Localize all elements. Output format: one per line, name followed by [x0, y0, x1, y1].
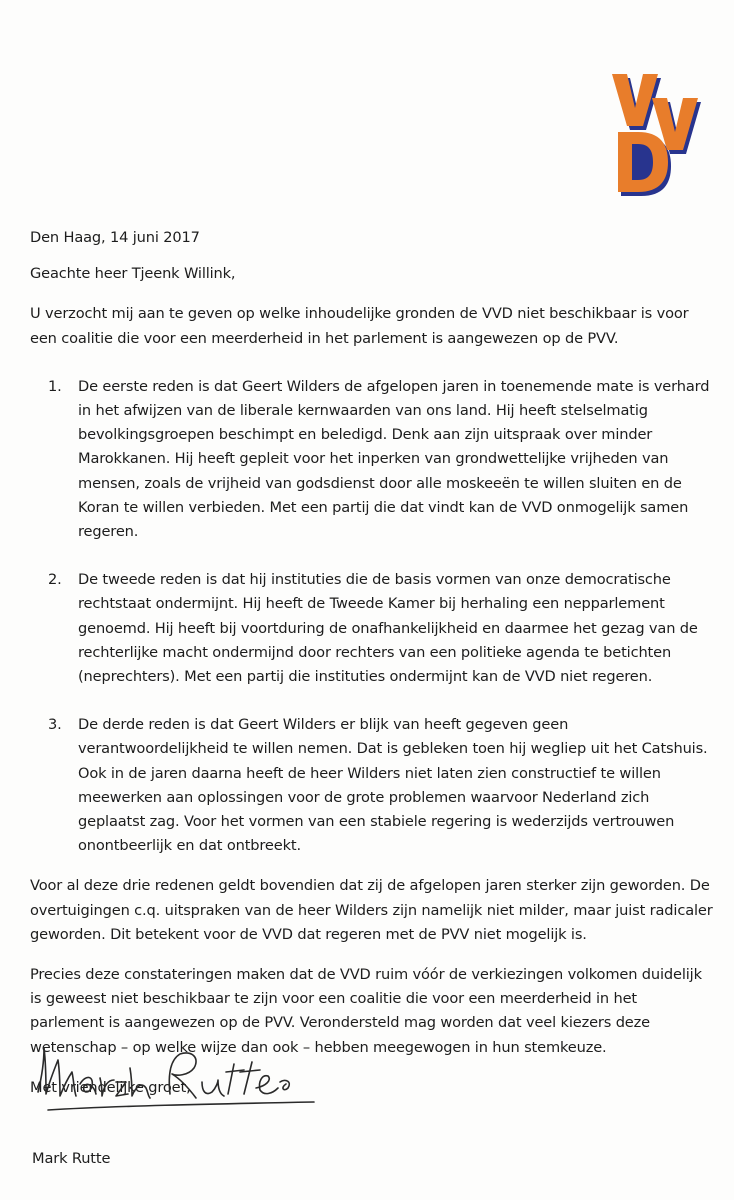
- reason-text: De derde reden is dat Geert Wilders er blijk van heeft gegeven geen verantwoordelijkheid te willen nemen. Dat is gebleken toen hij wegliep uit het Catshuis. Ook in de jaren daarna heeft de heer Wilders niet laten zien constructief te willen meewerken aan oplossingen voor de grote problemen waarvoor Nederland zich geplaatst zag. Voor het vormen van een stabiele regering is wederzijds vertrouwen onontbeerlijk en dat ontbreekt.: [78, 716, 708, 855]
- letter-date: Den Haag, 14 juni 2017: [30, 229, 200, 246]
- reason-number: 1.: [48, 377, 62, 395]
- vvd-logo: [596, 68, 714, 196]
- reason-item: [30, 375, 714, 544]
- reason-item: [30, 713, 714, 858]
- reasons-list: [30, 375, 714, 859]
- reason-item: [30, 568, 714, 689]
- reason-number: 3.: [48, 716, 62, 734]
- reason-text: De eerste reden is dat Geert Wilders de afgelopen jaren in toenemende mate is verhard in het afwijzen van de liberale kernwaarden van ons land. Hij heeft stelselmatig bevolkingsgroepen beschimpt en beledigd. Denk aan zijn uitspraak over minder Marokkanen. Hij heeft gepleit voor het inperken van grondwettelijke vrijheden van mensen, zoals de vrijheid van godsdienst door alle moskeeën te willen sluiten en de Koran te willen verbieden. Met een partij die dat vindt kan de VVD onmogelijk samen regeren.: [78, 377, 710, 541]
- letter-closing: Met vriendelijke groet,: [30, 1078, 191, 1096]
- handwritten-signature: [30, 1036, 330, 1120]
- letter-intro: U verzocht mij aan te geven op welke inhoudelijke gronden de VVD niet beschikbaar is voor een coalitie die voor een meerderheid in het parlement is aangewezen op de PVV.: [30, 305, 689, 347]
- reason-number: 2.: [48, 571, 62, 589]
- reason-text: De tweede reden is dat hij instituties die de basis vormen van onze democratische rechtstaat ondermijnt. Hij heeft de Tweede Kamer bij herhaling een nepparlement genoemd. Hij heeft bij voortduring de onafhankelijkheid en daarmee het gezag van de rechterlijke macht ondermijnd door rechters van een politieke agenda te betichten (neprechters). Met een partij die instituties ondermijnt kan de VVD niet regeren.: [78, 571, 698, 686]
- letter-paragraph: Voor al deze drie redenen geldt bovendien dat zij de afgelopen jaren sterker zijn geworden. De overtuigingen c.q. uitspraken van de heer Wilders zijn namelijk niet milder, maar juist radicaler geworden. Dit betekent voor de VVD dat regeren met de PVV niet mogelijk is.: [30, 877, 713, 943]
- letter-body: [30, 226, 714, 1100]
- letter-paragraph: Precies deze constateringen maken dat de VVD ruim vóór de verkiezingen volkomen duidelijk is geweest niet beschikbaar te zijn voor een coalitie die voor een meerderheid in het parlement is aangewezen op de PVV. Verondersteld mag worden dat veel kiezers deze wetenschap – op welke wijze dan ook – hebben meegewogen in hun stemkeuze.: [30, 966, 702, 1056]
- signer-name: Mark Rutte: [32, 1150, 111, 1167]
- letter-salutation: Geachte heer Tjeenk Willink,: [30, 265, 236, 283]
